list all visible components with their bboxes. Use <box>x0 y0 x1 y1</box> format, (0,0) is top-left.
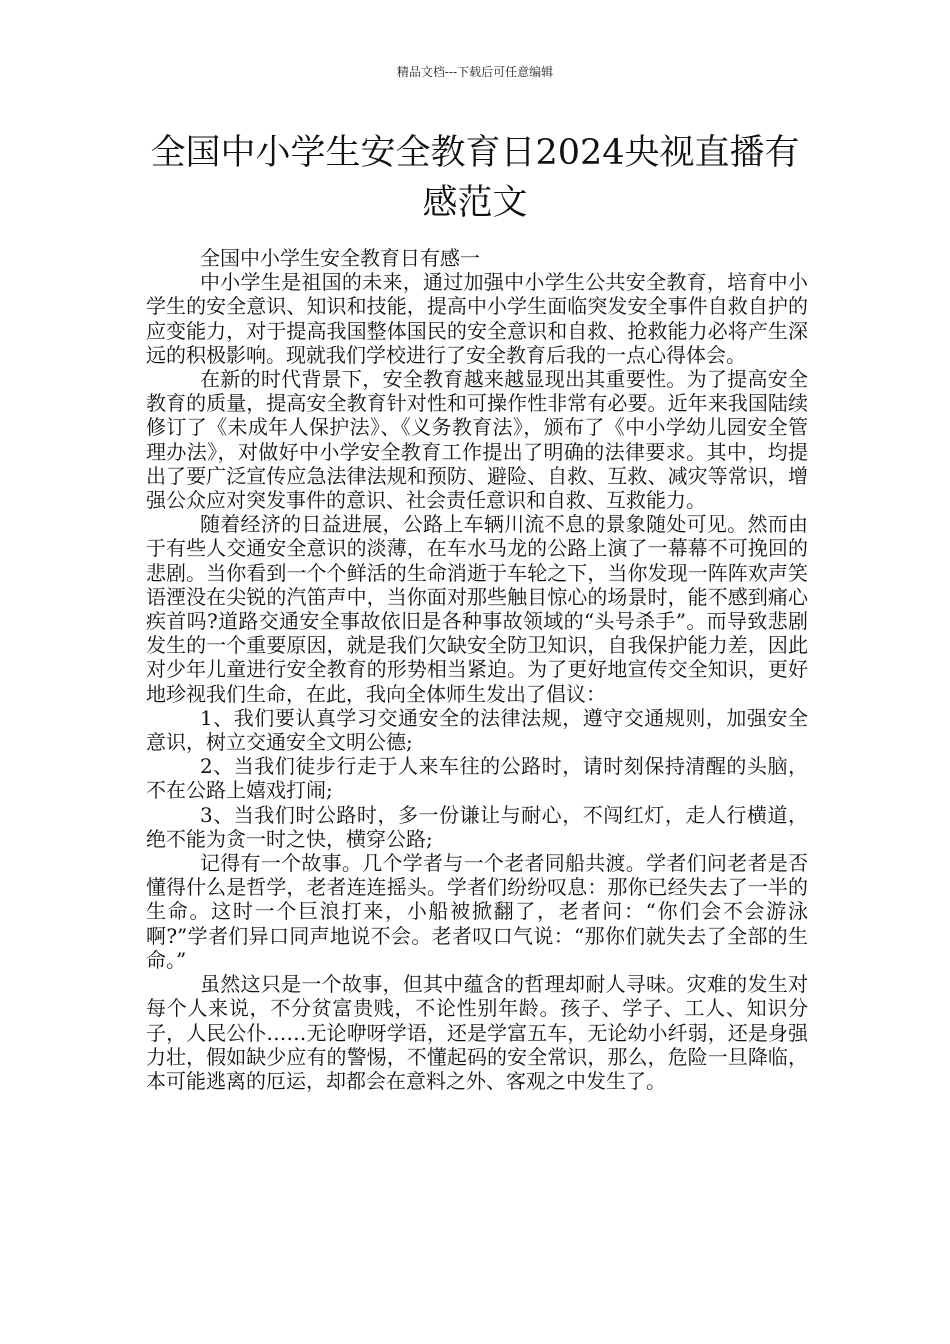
header-note: 精品文档---下载后可任意编辑 <box>396 65 554 79</box>
body-paragraph: 中小学生是祖国的未来，通过加强中小学生公共安全教育，培育中小学生的安全意识、知识和技能，提高中小学生面临突发安全事件自救自护的应变能力，对于提高我国整体国民的安全意识和自救、抢救能力必将产生深远的积极影响。现就我们学校进行了安全教育后我的一点心得体会。 <box>146 270 808 367</box>
list-item: 2、当我们徒步行走于人来车往的公路时，请时刻保持清醒的头脑，不在公路上嬉戏打闹; <box>146 754 808 803</box>
body-paragraph: 虽然这只是一个故事，但其中蕴含的哲理却耐人寻味。灾难的发生对每个人来说，不分贫富贵贱，不论性别年龄。孩子、学子、工人、知识分子，人民公仆……无论咿呀学语，还是学富五车，无论幼小纤弱，还是身强力壮，假如缺少应有的警惕，不懂起码的安全常识，那么，危险一旦降临，本可能逃离的厄运，却都会在意料之外、客观之中发生了。 <box>146 972 808 1093</box>
body-paragraph: 随着经济的日益进展，公路上车辆川流不息的景象随处可见。然而由于有些人交通安全意识的淡薄，在车水马龙的公路上演了一幕幕不可挽回的悲剧。当你看到一个个鲜活的生命消逝于车轮之下，当你发现一阵阵欢声笑语湮没在尖锐的汽笛声中，当你面对那些触目惊心的场景时，能不感到痛心疾首吗?道路交通安全事故依旧是各种事故领域的“头号杀手”。而导致悲剧发生的一个重要原因，就是我们欠缺安全防卫知识，自我保护能力差，因此对少年儿童进行安全教育的形势相当紧迫。为了更好地宣传交全知识，更好地珍视我们生命，在此，我向全体师生发出了倡议： <box>146 512 808 706</box>
body-paragraph: 记得有一个故事。几个学者与一个老者同船共渡。学者们问老者是否懂得什么是哲学，老者连连摇头。学者们纷纷叹息：那你已经失去了一半的生命。这时一个巨浪打来，小船被掀翻了，老者问：“你们会不会游泳啊?”学者们异口同声地说不会。老者叹口气说：“那你们就失去了全部的生命。” <box>146 851 808 972</box>
body-paragraph: 在新的时代背景下，安全教育越来越显现出其重要性。为了提高安全教育的质量，提高安全教育针对性和可操作性非常有必要。近年来我国陆续修订了《未成年人保护法》、《义务教育法》，颁布了《中小学幼儿园安全管理办法》，对做好中小学安全教育工作提出了明确的法律要求。其中，均提出了要广泛宣传应急法律法规和预防、避险、自救、互救、减灾等常识，增强公众应对突发事件的意识、社会责任意识和自救、互救能力。 <box>146 367 808 513</box>
list-item: 1、我们要认真学习交通安全的法律法规，遵守交通规则，加强安全意识，树立交通安全文明公德; <box>146 705 808 755</box>
list-item: 3、当我们时公路时，多一份谦让与耐心，不闯红灯，走人行横道，绝不能为贪一时之快，横穿公路; <box>146 802 808 851</box>
section-heading: 全国中小学生安全教育日有感一 <box>200 246 480 270</box>
document-body <box>146 246 808 1093</box>
document-title: 全国中小学生安全教育日2024央视直播有感范文 <box>150 133 800 223</box>
